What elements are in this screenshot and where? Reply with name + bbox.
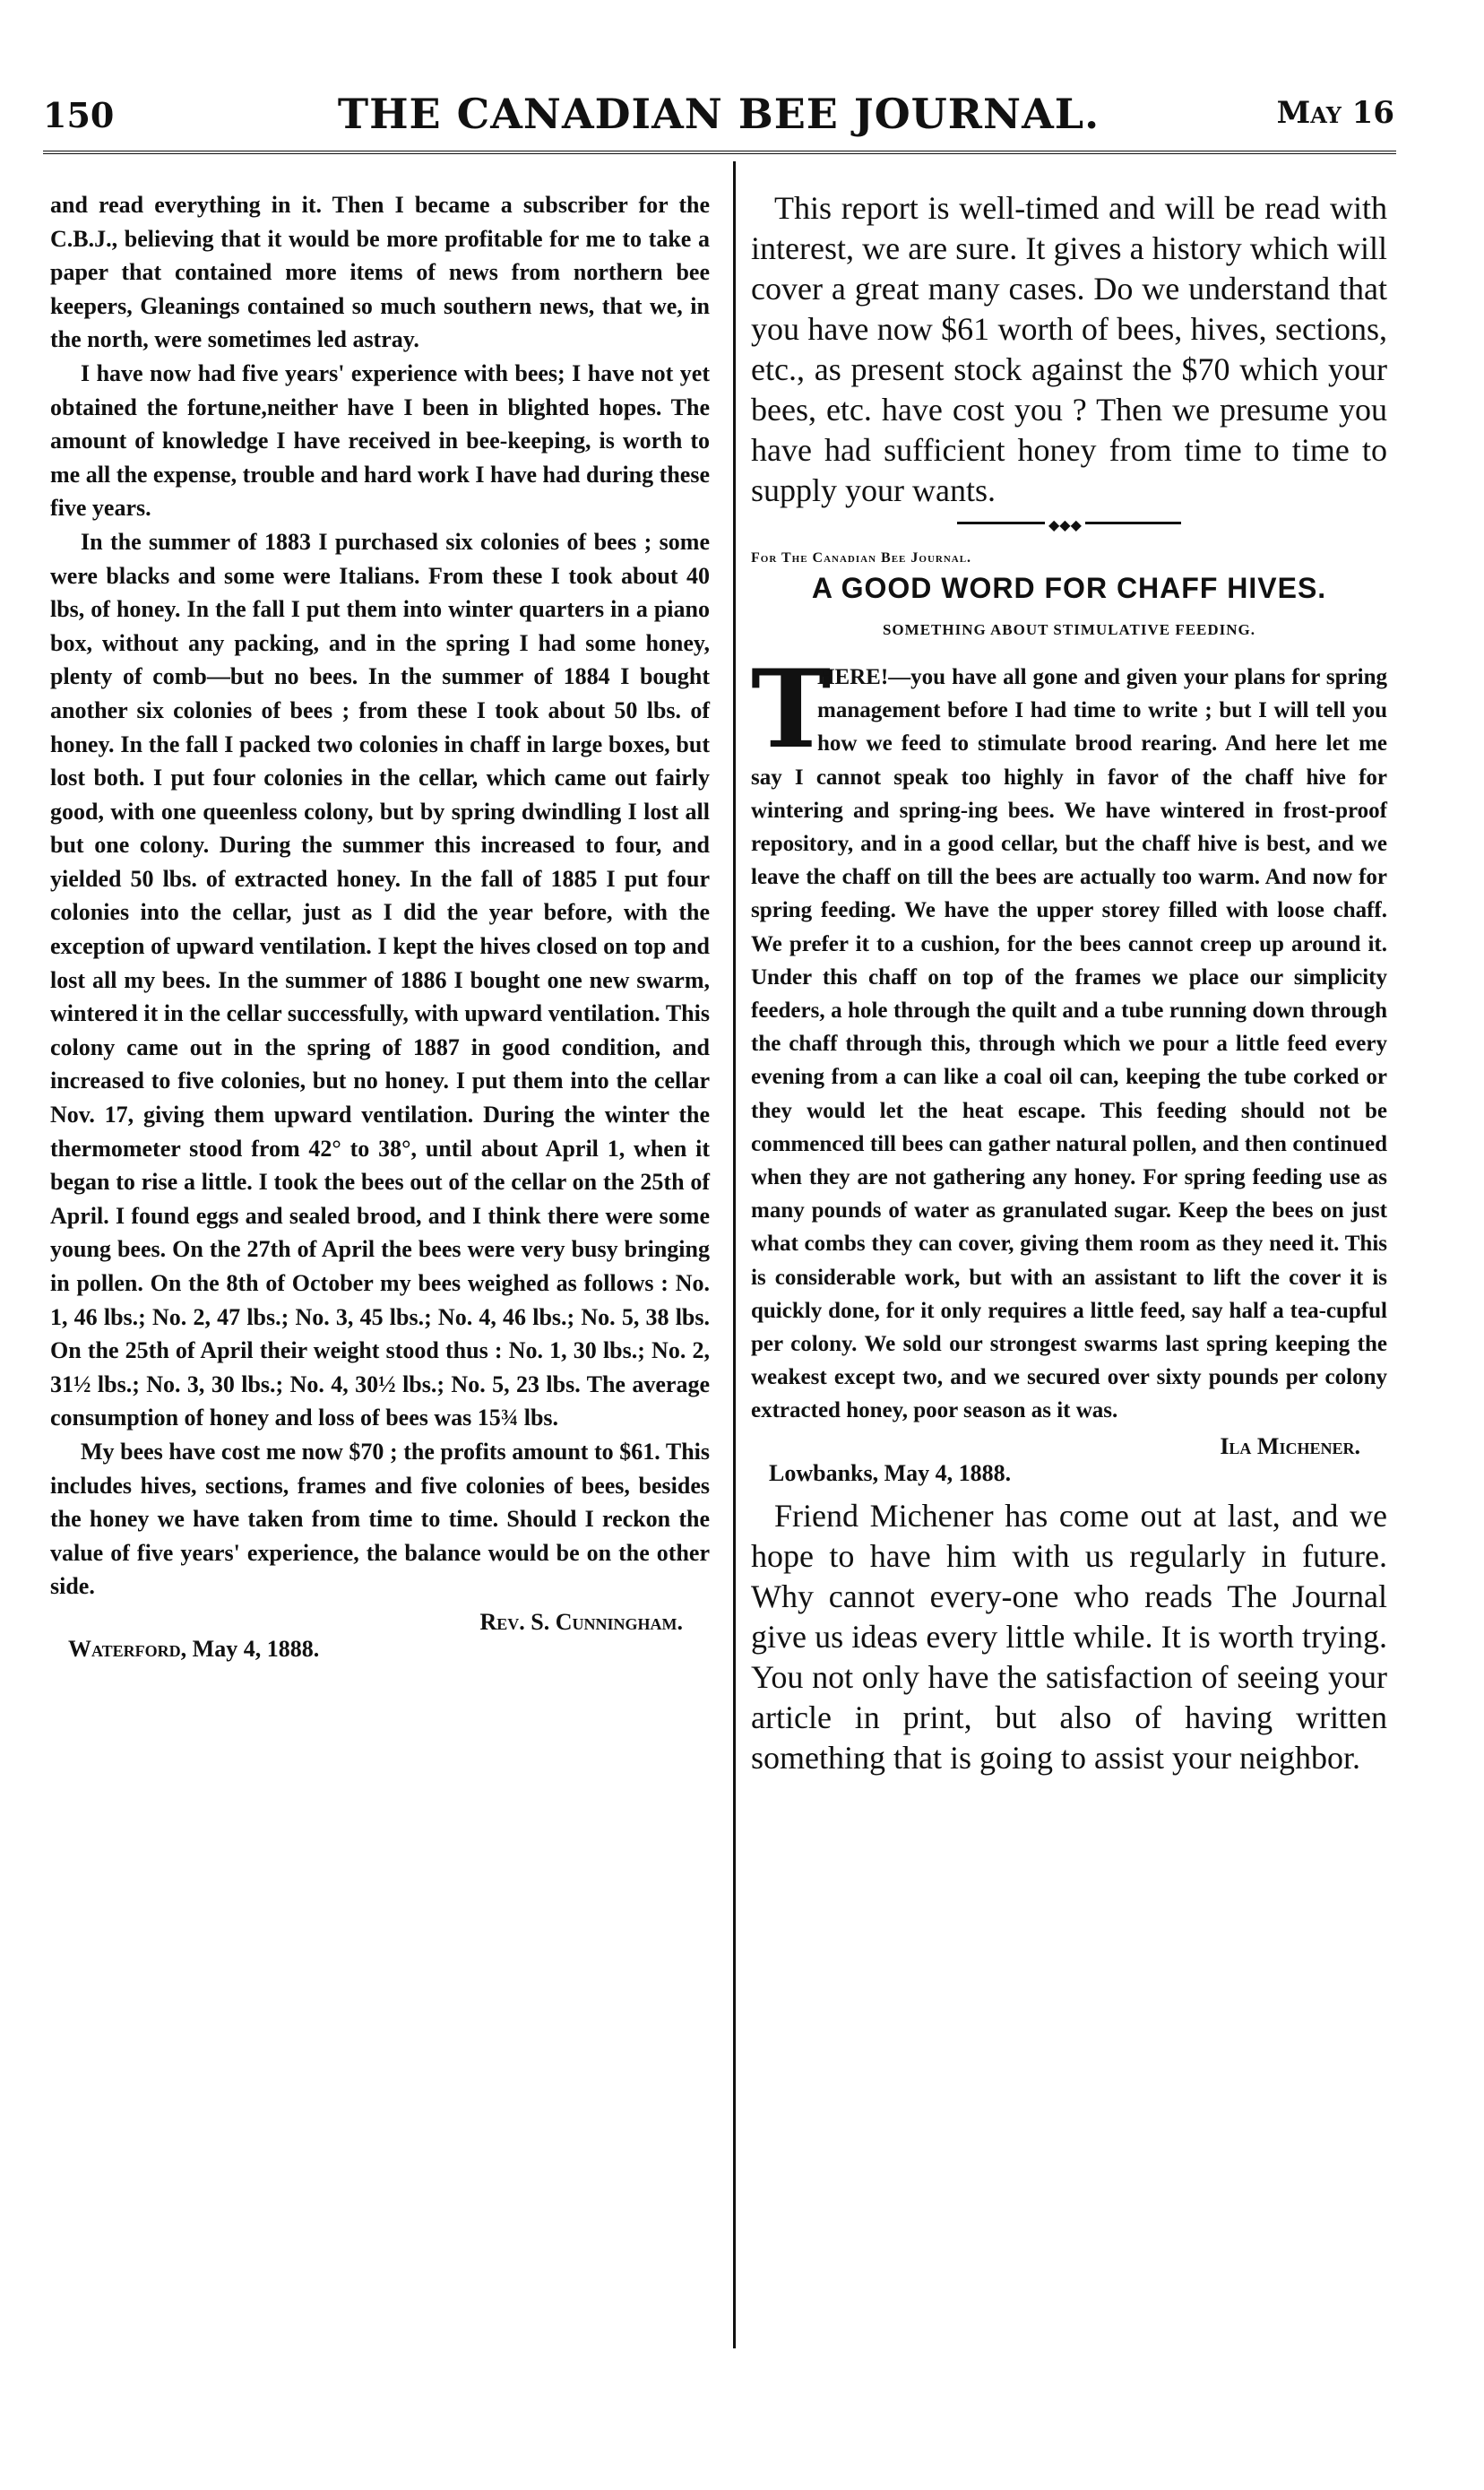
ornament-glyph: ◆◆◆ xyxy=(1045,516,1085,534)
editor-note-report: This report is well-timed and will be read with interest, we are sure. It gives a history which will cover a great many cases. Do we understand that you have now $61 worth of bees, hives, sections, etc., as present stock against the $70 which your bees, etc. have cost you ? Then we presume you have had sufficient honey from time to time to supply your wants. xyxy=(751,190,1387,508)
paragraph-costs: My bees have cost me now $70 ; the profits amount to $61. This includes hives, sections, frames and five colonies of bees, besides the honey we have taken from time to time. Should I reckon the value of five years' experience, the balance would be on the other side. xyxy=(50,1438,710,1600)
dateline xyxy=(68,1636,710,1663)
article-subtitle: SOMETHING ABOUT STIMULATIVE FEEDING. xyxy=(882,621,1256,638)
article-first-word: HERE xyxy=(817,665,881,689)
article-signature: Ila Michener. xyxy=(1220,1432,1360,1459)
paragraph-subscription: and read everything in it. Then I became a subscriber for the C.B.J., believing that it would be more profitable for me to take a paper that contained more items of news from northern bee keepers, Gleanings contained so much southern news, that we, in the north, were sometimes led astray. xyxy=(50,192,710,353)
author-signature: Rev. S. Cunningham. xyxy=(479,1608,683,1635)
right-column xyxy=(751,188,1387,1778)
drop-cap: T xyxy=(751,646,832,773)
paragraph-history: In the summer of 1883 I purchased six colonies of bees ; some were blacks and some were Italians. From these I took about 40 lbs, of honey. In the fall I put them into winter quarters in a piano box, without any packing, and in the spring I had some honey, plenty of comb—but no bees. In the summer of 1884 I bought another six colonies of bees ; from these I took about 50 lbs. of honey. In the fall I packed two colonies in chaff in large boxes, but lost both. I put four colonies in the cellar, which came out fairly good, with one queenless colony, but by spring dwindling I lost all but one colony. During the summer this increased to four, and yielded 50 lbs. of extracted honey. In the fall of 1885 I put four colonies into the cellar, just as I did the year before, with the exception of upward ventilation. I kept the hives closed on top and lost all my bees. In the summer of 1886 I bought one new swarm, wintered it in the cellar successfully, with upward ventilation. This colony came out in the spring of 1887 in good condition, and increased to five colonies, but no honey. I put them into the cellar Nov. 17, giving them upward ventilation. During the winter the thermometer stood from 42° to 38°, until about April 1, when it began to rise a little. I took the bees out of the cellar on the 25th of April. I found eggs and sealed brood, and I think there were some young bees. On the 27th of April the bees were very busy bringing in pollen. On the 8th of October my bees weighed as follows : No. 1, 46 lbs.; No. 2, 47 lbs.; No. 3, 45 lbs.; No. 4, 46 lbs.; No. 5, 38 lbs. On the 25th of April their weight stood thus : No. 1, 30 lbs.; No. 2, 31½ lbs.; No. 3, 30 lbs.; No. 4, 30½ lbs.; No. 5, 23 lbs. The average consumption of honey and loss of bees was 15¾ lbs. xyxy=(50,528,710,1431)
article-dateline: Lowbanks, May 4, 1888. xyxy=(769,1459,1012,1486)
left-column xyxy=(50,188,710,1663)
page-header xyxy=(43,88,1394,147)
paragraph-experience: I have now had five years' experience with bees; I have not yet obtained the fortune,neither have I been in blighted hopes. The amount of knowledge I have received in bee-keeping, is worth to me all the expense, trouble and hard work I have had during these five years. xyxy=(50,359,710,522)
column-divider xyxy=(733,161,736,2348)
page-number: 150 xyxy=(43,95,115,135)
header-rule xyxy=(43,151,1396,154)
for-journal-line: For The Canadian Bee Journal. xyxy=(751,550,972,566)
article-title: A GOOD WORD FOR CHAFF HIVES. xyxy=(811,572,1327,604)
section-ornament xyxy=(751,518,1387,533)
editor-note-michener: Friend Michener has come out at last, and we hope to have him with us regularly in future. Why cannot every-one who reads The Journal give us ideas every little while. It is worth trying. You not only have the satisfaction of seeing your article in print, but also of having written something that is going to assist your neighbor. xyxy=(751,1497,1387,1776)
journal-title: THE CANADIAN BEE JOURNAL. xyxy=(337,90,1100,138)
article-text: !—you have all gone and given your plans for spring management before I had time to write ; but I will tell you how we feed to stimulate brood rearing. And here let me say I cannot speak too highly in favor of the chaff hive for wintering and spring-ing bees. We have wintered in frost-proof repository, and in a good cellar, but the chaff hive is best, and we leave the chaff on till the bees are actually too warm. And now for spring feeding. We have the upper storey filled with loose chaff. We prefer it to a cushion, for the bees cannot creep up around it. Under this chaff on top of the frames we place our simplicity feeders, a hole through the quilt and a tube running down through the chaff through this, through which we pour a little feed every evening from a can like a coal oil can, keeping the tube corked or they would let the heat escape. This feeding should not be commenced till bees can gather natural pollen, and then continued when they are not gathering any honey. For spring feeding use as many pounds of water as granulated sugar. Keep the bees on just what combs they can cover, giving them room as they need it. This is considerable work, but with an assistant to lift the cover it is quickly done, for it only requires a little feed, say half a tea-cupful per colony. We sold our strongest swarms last spring keeping the weakest except two, and we secured over sixty pounds per colony extracted honey, poor season as it was. xyxy=(751,665,1387,1423)
article-body xyxy=(751,646,1387,1428)
dateline-place: Waterford, xyxy=(68,1635,187,1662)
issue-date: May 16 xyxy=(1276,95,1394,131)
dateline-date: May 4, 1888. xyxy=(192,1635,320,1662)
